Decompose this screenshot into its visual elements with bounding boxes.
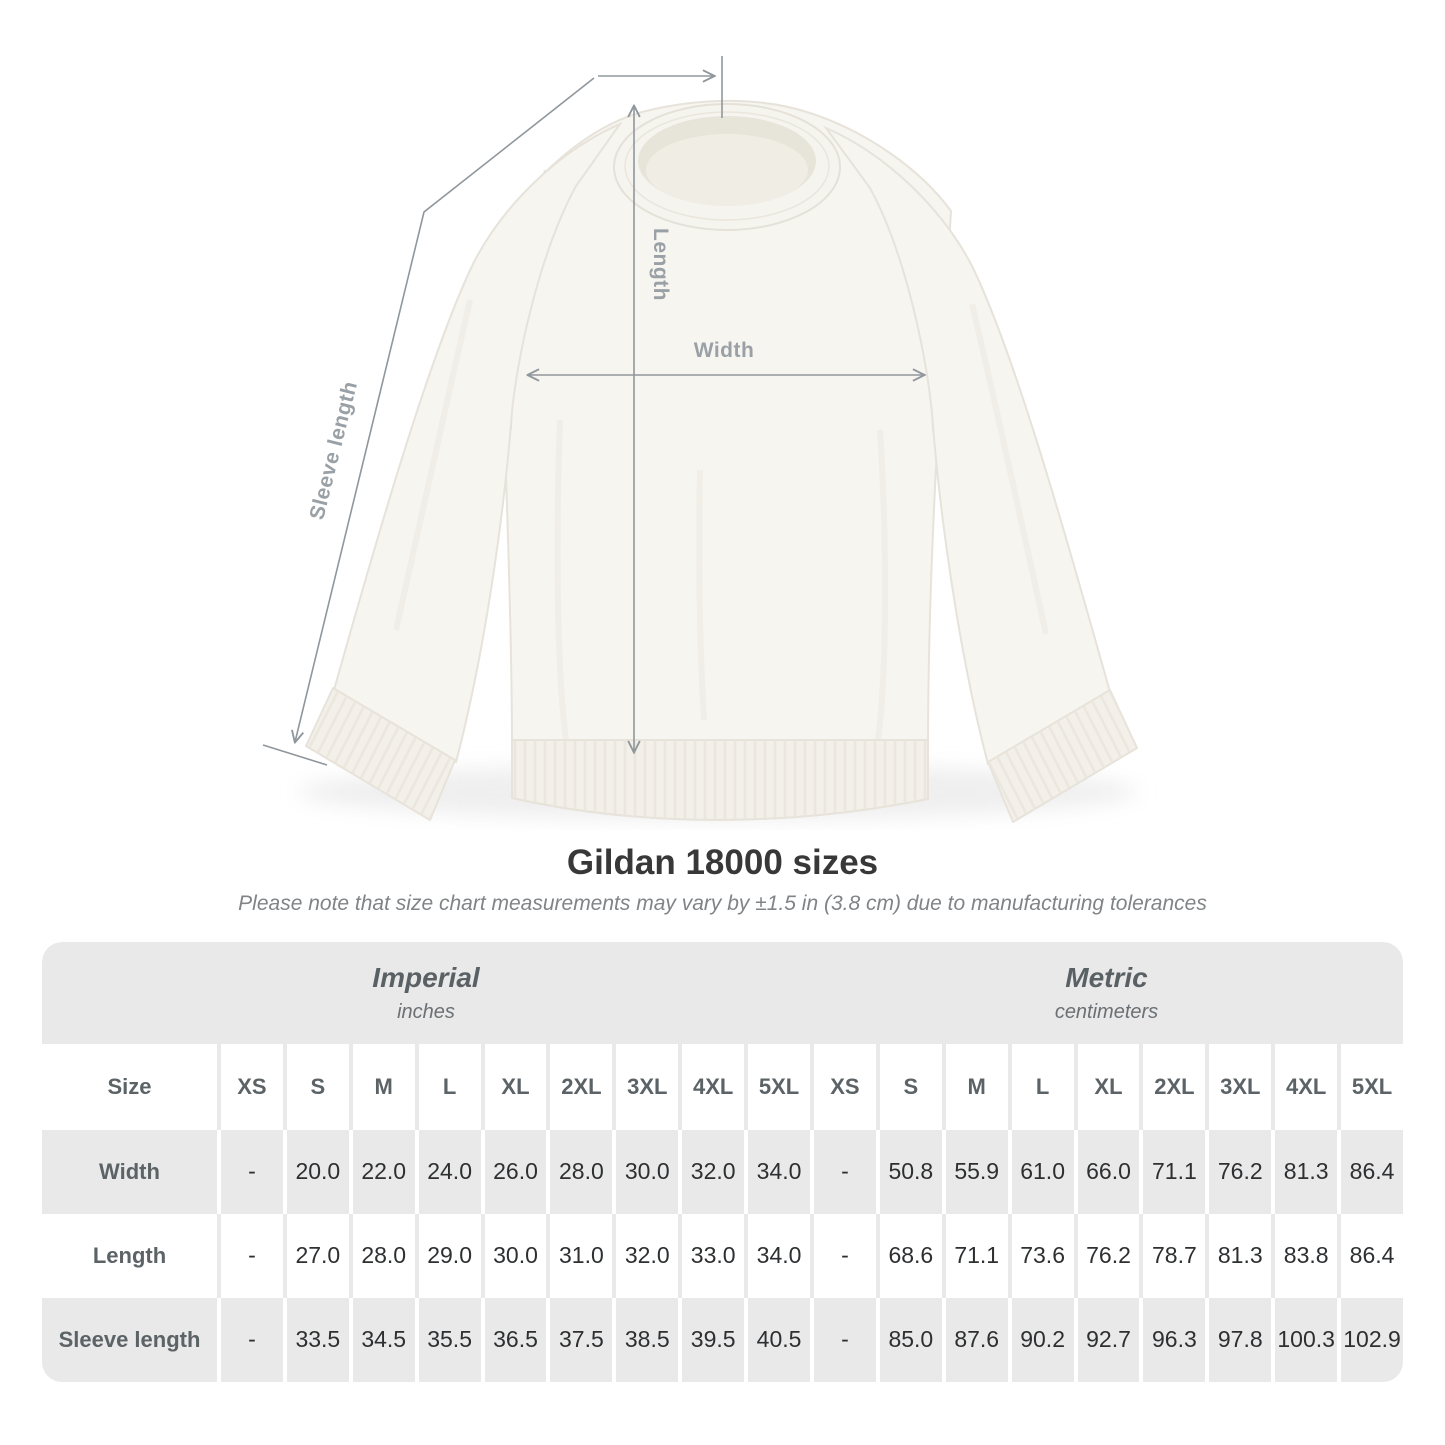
size-header-row-cell: M: [353, 1044, 415, 1130]
size-header-row-cell: 3XL: [616, 1044, 678, 1130]
row-width-cell: 22.0: [353, 1130, 415, 1214]
row-width-cell: -: [221, 1130, 283, 1214]
row-sleeve-length-cell: -: [221, 1298, 283, 1382]
row-width-cell: 71.1: [1143, 1130, 1205, 1214]
row-width-cell: 50.8: [880, 1130, 942, 1214]
size-header-row-cell: 2XL: [550, 1044, 612, 1130]
row-length: [42, 1214, 1403, 1298]
row-length-cell: 73.6: [1012, 1214, 1074, 1298]
metric-section-header: [810, 942, 1403, 1044]
row-width-cell: 66.0: [1078, 1130, 1140, 1214]
row-length-cell: 76.2: [1078, 1214, 1140, 1298]
row-sleeve-length-cell: 38.5: [616, 1298, 678, 1382]
row-length-cell: 81.3: [1209, 1214, 1271, 1298]
size-header-row-cell: 4XL: [682, 1044, 744, 1130]
size-table-rows: [42, 1044, 1403, 1382]
size-header-row-cell: XL: [1078, 1044, 1140, 1130]
size-header-row-cell: S: [880, 1044, 942, 1130]
collar: [614, 104, 840, 230]
size-header-row-cell: L: [1012, 1044, 1074, 1130]
row-length-cell: 31.0: [550, 1214, 612, 1298]
row-sleeve-length-cell: -: [814, 1298, 876, 1382]
page-title: Gildan 18000 sizes: [566, 843, 879, 882]
row-width-cell: 20.0: [287, 1130, 349, 1214]
row-length-cell: 71.1: [946, 1214, 1008, 1298]
row-length-cell: -: [221, 1214, 283, 1298]
size-header-row-cell: 2XL: [1143, 1044, 1205, 1130]
size-header-row-cell: XL: [485, 1044, 547, 1130]
metric-unit: centimeters: [1054, 1000, 1159, 1023]
size-header-row-cell: 5XL: [1341, 1044, 1403, 1130]
row-width-cell: 32.0: [682, 1130, 744, 1214]
row-width-cell: 81.3: [1275, 1130, 1337, 1214]
row-sleeve-length-cell: 85.0: [880, 1298, 942, 1382]
row-length-cell: 68.6: [880, 1214, 942, 1298]
row-sleeve-length-cell: 33.5: [287, 1298, 349, 1382]
unit-header-band: [42, 942, 1403, 1044]
imperial-title: Imperial: [372, 961, 480, 993]
row-length-cell: 29.0: [419, 1214, 481, 1298]
row-length-label: Length: [42, 1214, 217, 1298]
size-header-row: [42, 1044, 1403, 1130]
row-sleeve-length-cell: 39.5: [682, 1298, 744, 1382]
row-width-cell: 26.0: [485, 1130, 547, 1214]
row-width-cell: 55.9: [946, 1130, 1008, 1214]
row-sleeve-length-cell: 102.9: [1341, 1298, 1403, 1382]
row-width-cell: 28.0: [550, 1130, 612, 1214]
length-measure-label: Length: [649, 228, 672, 301]
imperial-section-header: [42, 942, 810, 1044]
row-sleeve-length-cell: 36.5: [485, 1298, 547, 1382]
row-sleeve-length-cell: 100.3: [1275, 1298, 1337, 1382]
row-length-cell: 28.0: [353, 1214, 415, 1298]
metric-title: Metric: [1065, 961, 1148, 993]
row-sleeve-length-cell: 87.6: [946, 1298, 1008, 1382]
row-sleeve-length-cell: 37.5: [550, 1298, 612, 1382]
row-sleeve-length-cell: 34.5: [353, 1298, 415, 1382]
row-sleeve-length-cell: 96.3: [1143, 1298, 1205, 1382]
row-length-cell: 78.7: [1143, 1214, 1205, 1298]
row-length-cell: 86.4: [1341, 1214, 1403, 1298]
row-length-cell: 34.0: [748, 1214, 810, 1298]
row-sleeve-length-cell: 90.2: [1012, 1298, 1074, 1382]
row-sleeve-length-cell: 35.5: [419, 1298, 481, 1382]
row-length-cell: 27.0: [287, 1214, 349, 1298]
row-sleeve-length-cell: 92.7: [1078, 1298, 1140, 1382]
size-header-row-cell: M: [946, 1044, 1008, 1130]
row-width-label: Width: [42, 1130, 217, 1214]
row-length-cell: 30.0: [485, 1214, 547, 1298]
sweatshirt-illustration: [298, 101, 1138, 822]
row-width-cell: 30.0: [616, 1130, 678, 1214]
row-width-cell: 24.0: [419, 1130, 481, 1214]
row-width-cell: -: [814, 1130, 876, 1214]
row-width: [42, 1130, 1403, 1214]
row-length-cell: 33.0: [682, 1214, 744, 1298]
size-header-row-cell: XS: [221, 1044, 283, 1130]
row-sleeve-length: [42, 1298, 1403, 1382]
hem-band: [512, 740, 928, 820]
size-header-row-cell: S: [287, 1044, 349, 1130]
size-table: [42, 942, 1403, 1382]
row-sleeve-length-cell: 40.5: [748, 1298, 810, 1382]
row-length-cell: -: [814, 1214, 876, 1298]
size-header-row-cell: L: [419, 1044, 481, 1130]
row-length-cell: 32.0: [616, 1214, 678, 1298]
size-header-row-cell: XS: [814, 1044, 876, 1130]
row-length-cell: 83.8: [1275, 1214, 1337, 1298]
size-header-row-cell: 3XL: [1209, 1044, 1271, 1130]
row-sleeve-length-label: Sleeve length: [42, 1298, 217, 1382]
row-width-cell: 61.0: [1012, 1130, 1074, 1214]
size-header-row-cell: 5XL: [748, 1044, 810, 1130]
imperial-unit: inches: [397, 1000, 455, 1023]
row-width-cell: 76.2: [1209, 1130, 1271, 1214]
size-header-row-label: Size: [42, 1044, 217, 1130]
row-width-cell: 86.4: [1341, 1130, 1403, 1214]
row-width-cell: 34.0: [748, 1130, 810, 1214]
sleeve-measure-label: Sleeve length: [305, 378, 363, 523]
width-measure-label: Width: [693, 339, 755, 362]
size-header-row-cell: 4XL: [1275, 1044, 1337, 1130]
tolerance-note: Please note that size chart measurements may vary by ±1.5 in (3.8 cm) due to manufacturing tolerances: [238, 891, 1207, 915]
row-sleeve-length-cell: 97.8: [1209, 1298, 1271, 1382]
